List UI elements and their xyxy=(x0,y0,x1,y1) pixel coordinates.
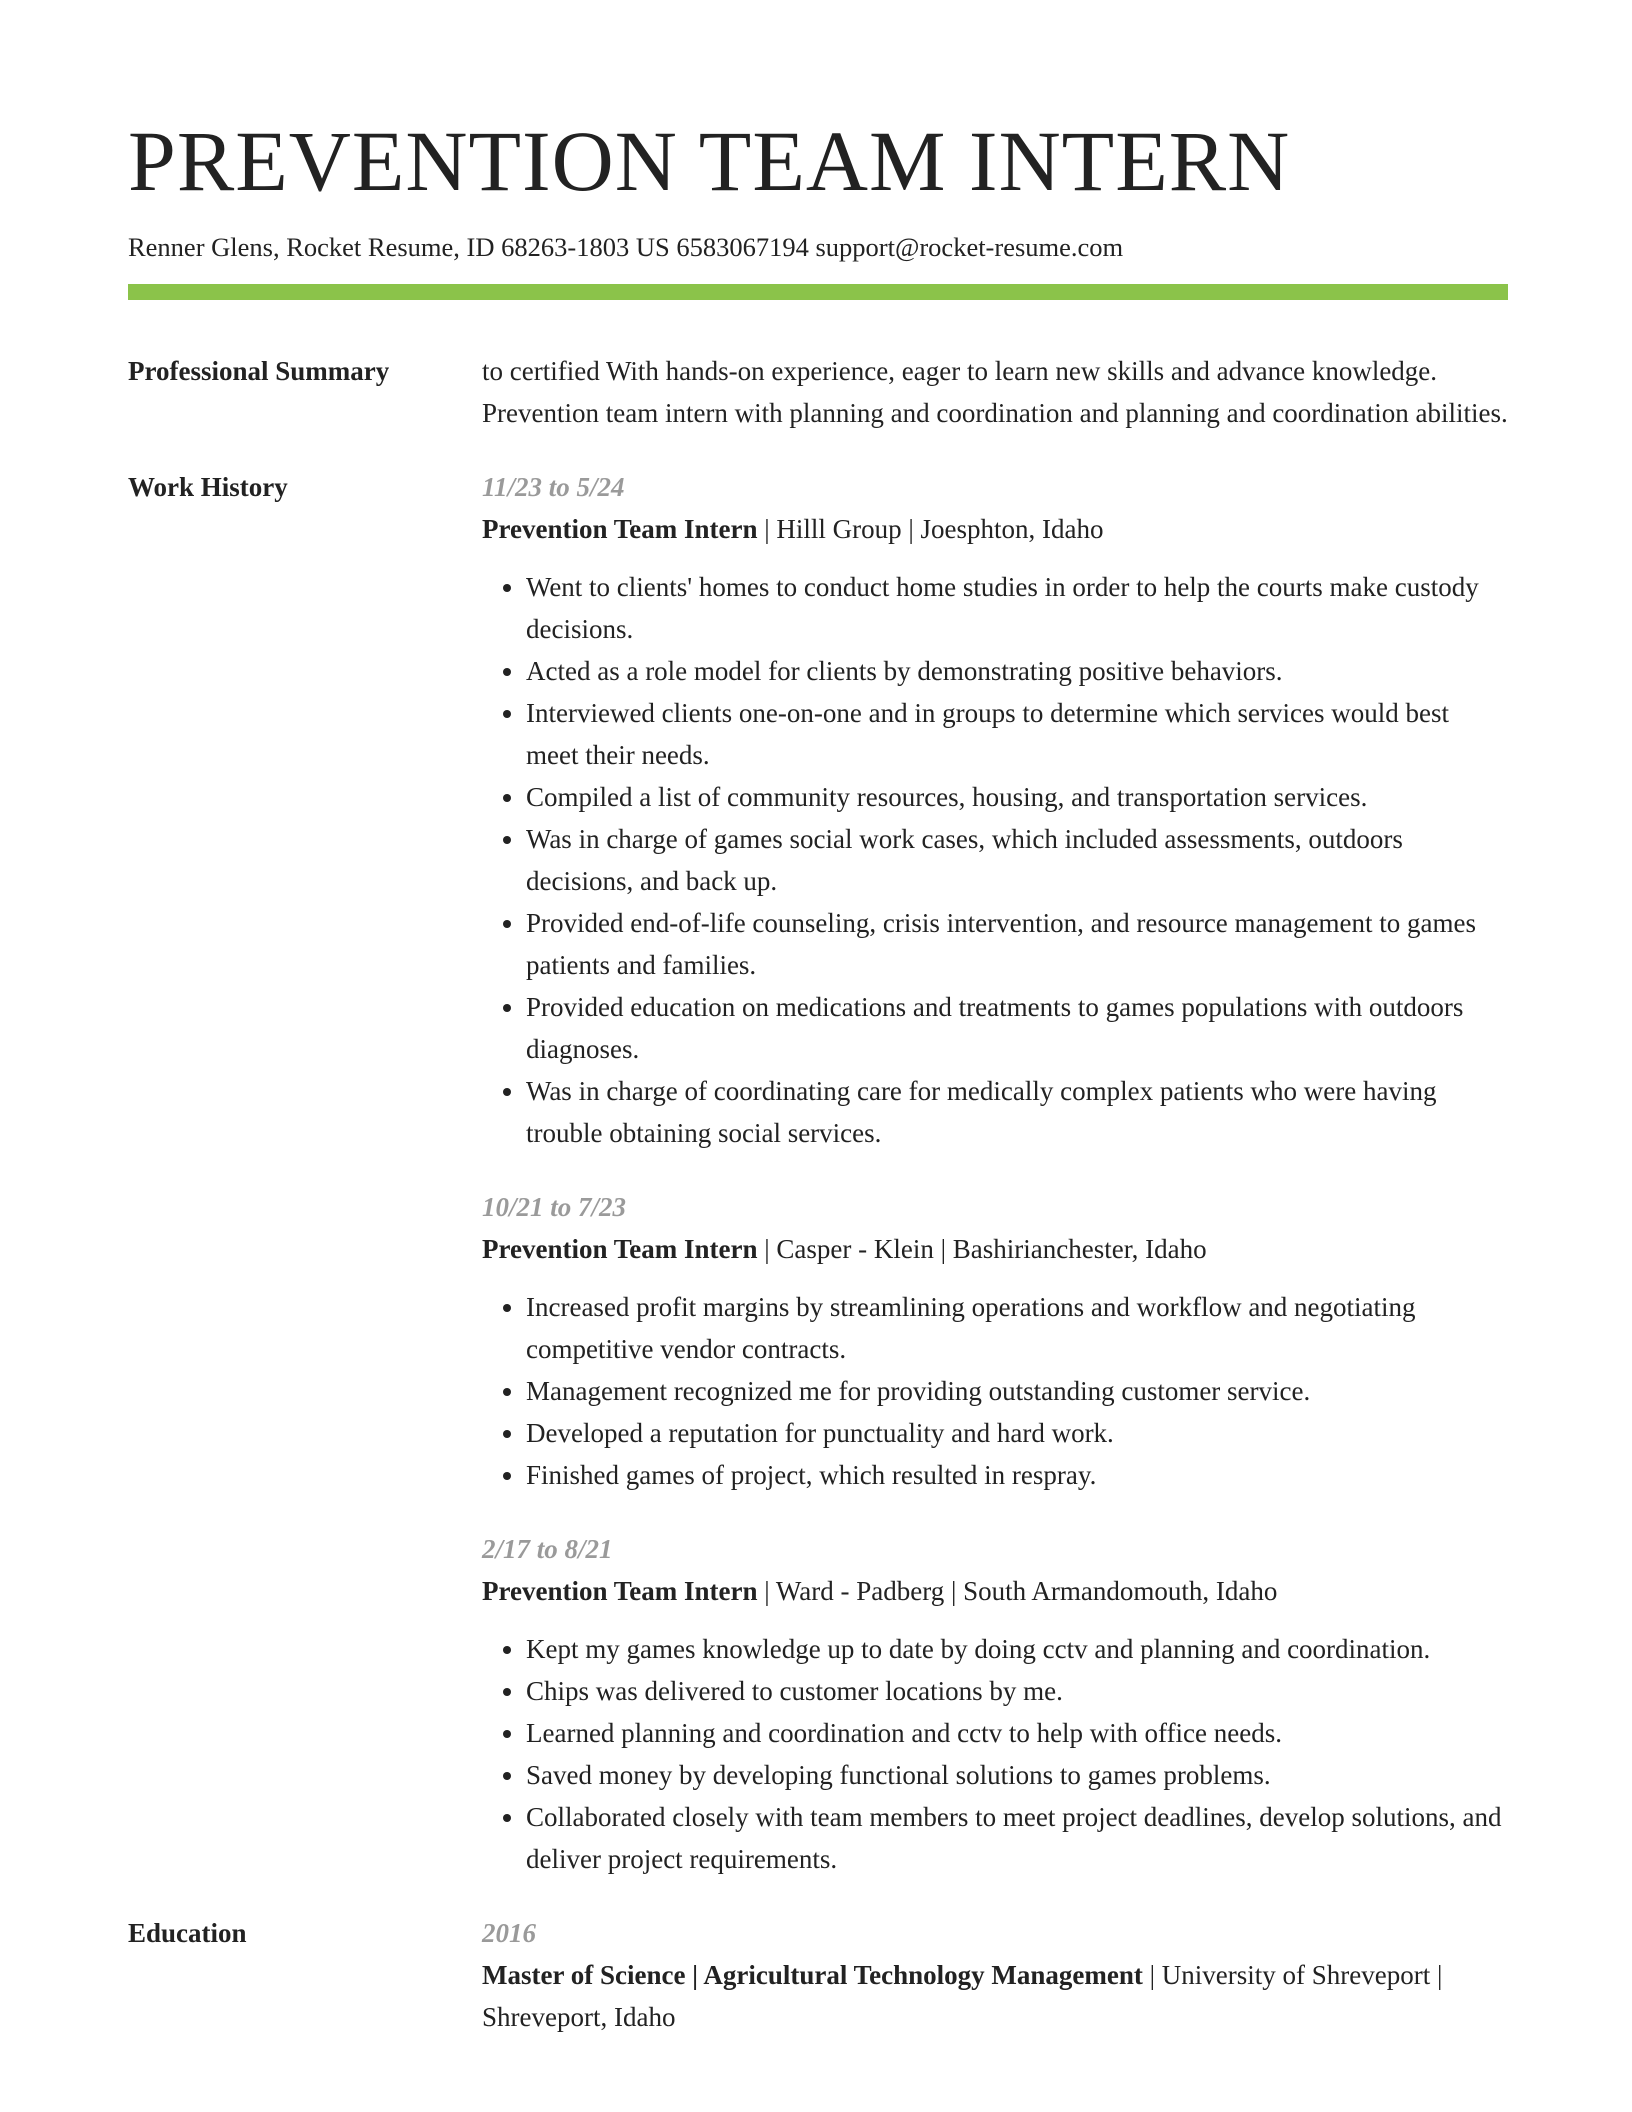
job-dates: 11/23 to 5/24 xyxy=(482,471,625,502)
job-bullet: • Interviewed clients one-on-one and in groups to determine which services would best meet their needs. xyxy=(526,692,1508,776)
job-bullet: • Acted as a role model for clients by demonstrating positive behaviors. xyxy=(526,650,1508,692)
education-line xyxy=(482,1954,1508,2038)
job-bullet: • Learned planning and coordination and cctv to help with office needs. xyxy=(526,1712,1508,1754)
job-bullet: • Management recognized me for providing outstanding customer service. xyxy=(526,1370,1508,1412)
header-divider xyxy=(128,284,1508,300)
job-bullets xyxy=(482,1628,1508,1880)
resume-page xyxy=(128,113,1508,2038)
education-degree: Master of Science | Agricultural Technology Management xyxy=(482,1959,1143,1990)
job-bullet: • Was in charge of games social work cases, which included assessments, outdoors decisions, and back up. xyxy=(526,818,1508,902)
job-details: | Hilll Group | Joesphton, Idaho xyxy=(757,513,1104,544)
job-role: Prevention Team Intern xyxy=(482,1575,758,1606)
job-bullet: • Kept my games knowledge up to date by doing cctv and planning and coordination. xyxy=(526,1628,1508,1670)
job-dates: 2/17 to 8/21 xyxy=(482,1533,613,1564)
resume-name: PREVENTION TEAM INTERN xyxy=(128,113,1291,209)
job-dates: 10/21 to 7/23 xyxy=(482,1191,627,1222)
job-title-line xyxy=(482,508,1508,550)
education-section xyxy=(128,1912,1508,2038)
job-bullet: • Increased profit margins by streamlining operations and workflow and negotiating competitive vendor contracts. xyxy=(526,1286,1508,1370)
summary-section xyxy=(128,350,1508,434)
job-entry xyxy=(482,466,1508,1154)
job-role: Prevention Team Intern xyxy=(482,1233,758,1264)
education-heading: Education xyxy=(128,1917,247,1948)
job-bullet: • Provided end-of-life counseling, crisis intervention, and resource management to games patients and families. xyxy=(526,902,1508,986)
work-history-heading: Work History xyxy=(128,471,288,502)
job-bullet: • Developed a reputation for punctuality and hard work. xyxy=(526,1412,1508,1454)
work-history-list xyxy=(482,466,1508,1880)
job-bullet: • Finished games of project, which resulted in respray. xyxy=(526,1454,1508,1496)
work-history-section xyxy=(128,466,1508,1880)
job-bullet: • Saved money by developing functional solutions to games problems. xyxy=(526,1754,1508,1796)
job-bullet: • Provided education on medications and treatments to games populations with outdoors diagnoses. xyxy=(526,986,1508,1070)
summary-text: to certified With hands-on experience, eager to learn new skills and advance knowledge. Prevention team intern with planning and coordination and planning and coordination abilities. xyxy=(482,355,1508,428)
job-title-line xyxy=(482,1570,1508,1612)
job-bullets xyxy=(482,566,1508,1154)
education-entry xyxy=(482,1912,1508,2038)
education-year: 2016 xyxy=(482,1917,536,1948)
summary-heading: Professional Summary xyxy=(128,355,390,386)
job-bullet: • Went to clients' homes to conduct home studies in order to help the courts make custody decisions. xyxy=(526,566,1508,650)
contact-line: Renner Glens, Rocket Resume, ID 68263-1803 US 6583067194 support@rocket-resume.com xyxy=(128,232,1124,262)
job-bullet: • Chips was delivered to customer locations by me. xyxy=(526,1670,1508,1712)
job-details: | Casper - Klein | Bashirianchester, Idaho xyxy=(757,1233,1207,1264)
job-bullet: • Compiled a list of community resources, housing, and transportation services. xyxy=(526,776,1508,818)
job-role: Prevention Team Intern xyxy=(482,513,758,544)
job-entry xyxy=(482,1186,1508,1496)
job-bullet: • Collaborated closely with team members to meet project deadlines, develop solutions, and deliver project requirements. xyxy=(526,1796,1508,1880)
job-bullet: • Was in charge of coordinating care for medically complex patients who were having trouble obtaining social services. xyxy=(526,1070,1508,1154)
job-title-line xyxy=(482,1228,1508,1270)
job-bullets xyxy=(482,1286,1508,1496)
education-school: | University of Shreveport | Shreveport, Idaho xyxy=(482,1959,1443,2032)
job-entry xyxy=(482,1528,1508,1880)
job-details: | Ward - Padberg | South Armandomouth, Idaho xyxy=(757,1575,1278,1606)
